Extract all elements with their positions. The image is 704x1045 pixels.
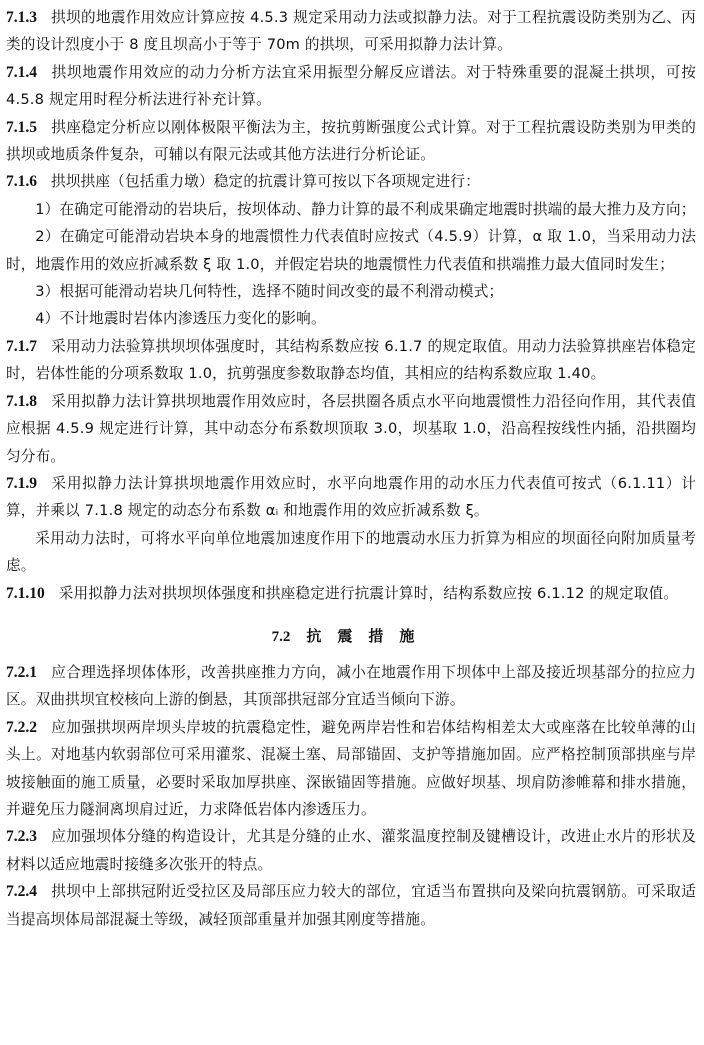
clause-7-1-9 bbox=[6, 470, 696, 525]
clause-7-2-4 bbox=[6, 878, 696, 933]
list-item: 3）根据可能滑动岩块几何特性，选择不随时间改变的最不利滑动模式； bbox=[35, 283, 504, 301]
clause-7-1-10 bbox=[6, 580, 696, 607]
list-item: 2）在确定可能滑动岩块本身的地震惯性力代表值时应按式（4.5.9）计算，α 取 1.0，当采用动力法时，地震作用的效应折减系数 ξ 取 1.0，并假定岩块的地震惯性力代表值和拱端推力最大值同时发生； bbox=[6, 228, 696, 273]
clause-7-1-6 bbox=[6, 168, 696, 195]
clause-7-1-7 bbox=[6, 333, 696, 388]
clause-number: 7.2.2 bbox=[6, 718, 37, 736]
clause-text: 拱坝地震作用效应的动力分析方法宜采用振型分解反应谱法。对于特殊重要的混凝土拱坝，可按 4.5.8 规定用时程分析法进行补充计算。 bbox=[6, 63, 696, 109]
clause-7-1-8 bbox=[6, 388, 696, 470]
clause-text: 应合理选择坝体体形，改善拱座推力方向，减小在地震作用下坝体中上部及接近坝基部分的拉应力区。双曲拱坝宜校核向上游的倒悬，其顶部拱冠部分宜适当倾向下游。 bbox=[6, 663, 696, 709]
clause-7-1-9-continuation: 采用动力法时，可将水平向单位地震加速度作用下的地震动水压力折算为相应的坝面径向附加质量考虑。 bbox=[6, 529, 696, 575]
clause-number: 7.1.5 bbox=[6, 118, 37, 136]
clause-number: 7.1.3 bbox=[6, 9, 37, 26]
clause-7-2-1 bbox=[6, 659, 696, 714]
clause-7-2-2 bbox=[6, 714, 696, 824]
clause-text: 采用动力法验算拱坝坝体强度时，其结构系数应按 6.1.7 的规定取值。用动力法验算拱座岩体稳定时，岩体性能的分项系数取 1.0，抗剪强度参数取静态均值，其相应的结构系数应取 1.40。 bbox=[6, 337, 696, 383]
clause-text: 应加强坝体分缝的构造设计，尤其是分缝的止水、灌浆温度控制及键槽设计，改进止水片的形状及材料以适应地震时接缝多次张开的特点。 bbox=[6, 828, 696, 873]
clause-7-1-3 bbox=[6, 4, 696, 59]
list-item: 4）不计地震时岩体内渗透压力变化的影响。 bbox=[35, 310, 326, 328]
clause-7-2-3 bbox=[6, 823, 696, 878]
clause-number: 7.1.6 bbox=[6, 173, 37, 191]
clause-text: 拱坝中上部拱冠附近受拉区及局部压应力较大的部位，宜适当布置拱向及梁向抗震钢筋。可采取适当提高坝体局部混凝土等级，减轻顶部重量并加强其刚度等措施。 bbox=[6, 883, 696, 928]
clause-text: 拱坝的地震作用效应计算应按 4.5.3 规定采用动力法或拟静力法。对于工程抗震设防类别为乙、丙类的设计烈度小于 8 度且坝高小于等于 70m 的拱坝，可采用拟静力法计算。 bbox=[6, 9, 696, 54]
clause-7-1-5 bbox=[6, 114, 696, 169]
clause-text: 拱座稳定分析应以刚体极限平衡法为主，按抗剪断强度公式计算。对于工程抗震设防类别为甲类的拱坝或地质条件复杂，可辅以有限元法或其他方法进行分析论证。 bbox=[6, 118, 696, 164]
clause-text: 采用拟静力法计算拱坝地震作用效应时，各层拱圈各质点水平向地震惯性力沿径向作用，其代表值应根据 4.5.9 规定进行计算，其中动态分布系数坝顶取 3.0，坝基取 1.0，沿高程按线性内插，沿拱圈均匀分布。 bbox=[6, 392, 696, 465]
clause-number: 7.1.7 bbox=[6, 337, 37, 355]
clause-number: 7.2.4 bbox=[6, 883, 37, 901]
clause-text: 采用拟静力法计算拱坝地震作用效应时，水平向地震作用的动水压力代表值可按式（6.1.11）计算，并乘以 7.1.8 规定的动态分布系数 αᵢ 和地震作用的效应折减系数 ξ。 bbox=[6, 474, 696, 520]
clause-number: 7.2.1 bbox=[6, 663, 37, 681]
clause-number: 7.1.4 bbox=[6, 63, 37, 81]
clause-7-1-4 bbox=[6, 59, 696, 114]
clause-number: 7.2.3 bbox=[6, 828, 37, 846]
clause-number: 7.1.9 bbox=[6, 474, 37, 492]
clause-number: 7.1.8 bbox=[6, 392, 37, 410]
section-heading bbox=[6, 623, 696, 651]
clause-text: 采用拟静力法对拱坝坝体强度和拱座稳定进行抗震计算时，结构系数应按 6.1.12 的规定取值。 bbox=[58, 584, 679, 602]
list-item: 1）在确定可能滑动的岩块后，按坝体动、静力计算的最不利成果确定地震时拱端的最大推力及方向； bbox=[35, 200, 696, 218]
section-number: 7.2 bbox=[271, 628, 291, 645]
clause-text: 应加强拱坝两岸坝头岸坡的抗震稳定性，避免两岸岩性和岩体结构相差太大或座落在比较单薄的山头上。对地基内软弱部位可采用灌浆、混凝土塞、局部锚固、支护等措施加固。应严格控制顶部拱座与岸坡接触面的施工质量，必要时采取加厚拱座、深嵌锚固等措施。应做好坝基、坝肩防渗帷幕和排水措施，并避免压力隧洞离坝肩过近，力求降低岩体内渗透压力。 bbox=[6, 718, 696, 818]
clause-number: 7.1.10 bbox=[6, 584, 45, 602]
section-title-text: 抗震措施 bbox=[306, 626, 431, 645]
clause-text: 拱坝拱座（包括重力墩）稳定的抗震计算可按以下各项规定进行： bbox=[51, 173, 481, 191]
